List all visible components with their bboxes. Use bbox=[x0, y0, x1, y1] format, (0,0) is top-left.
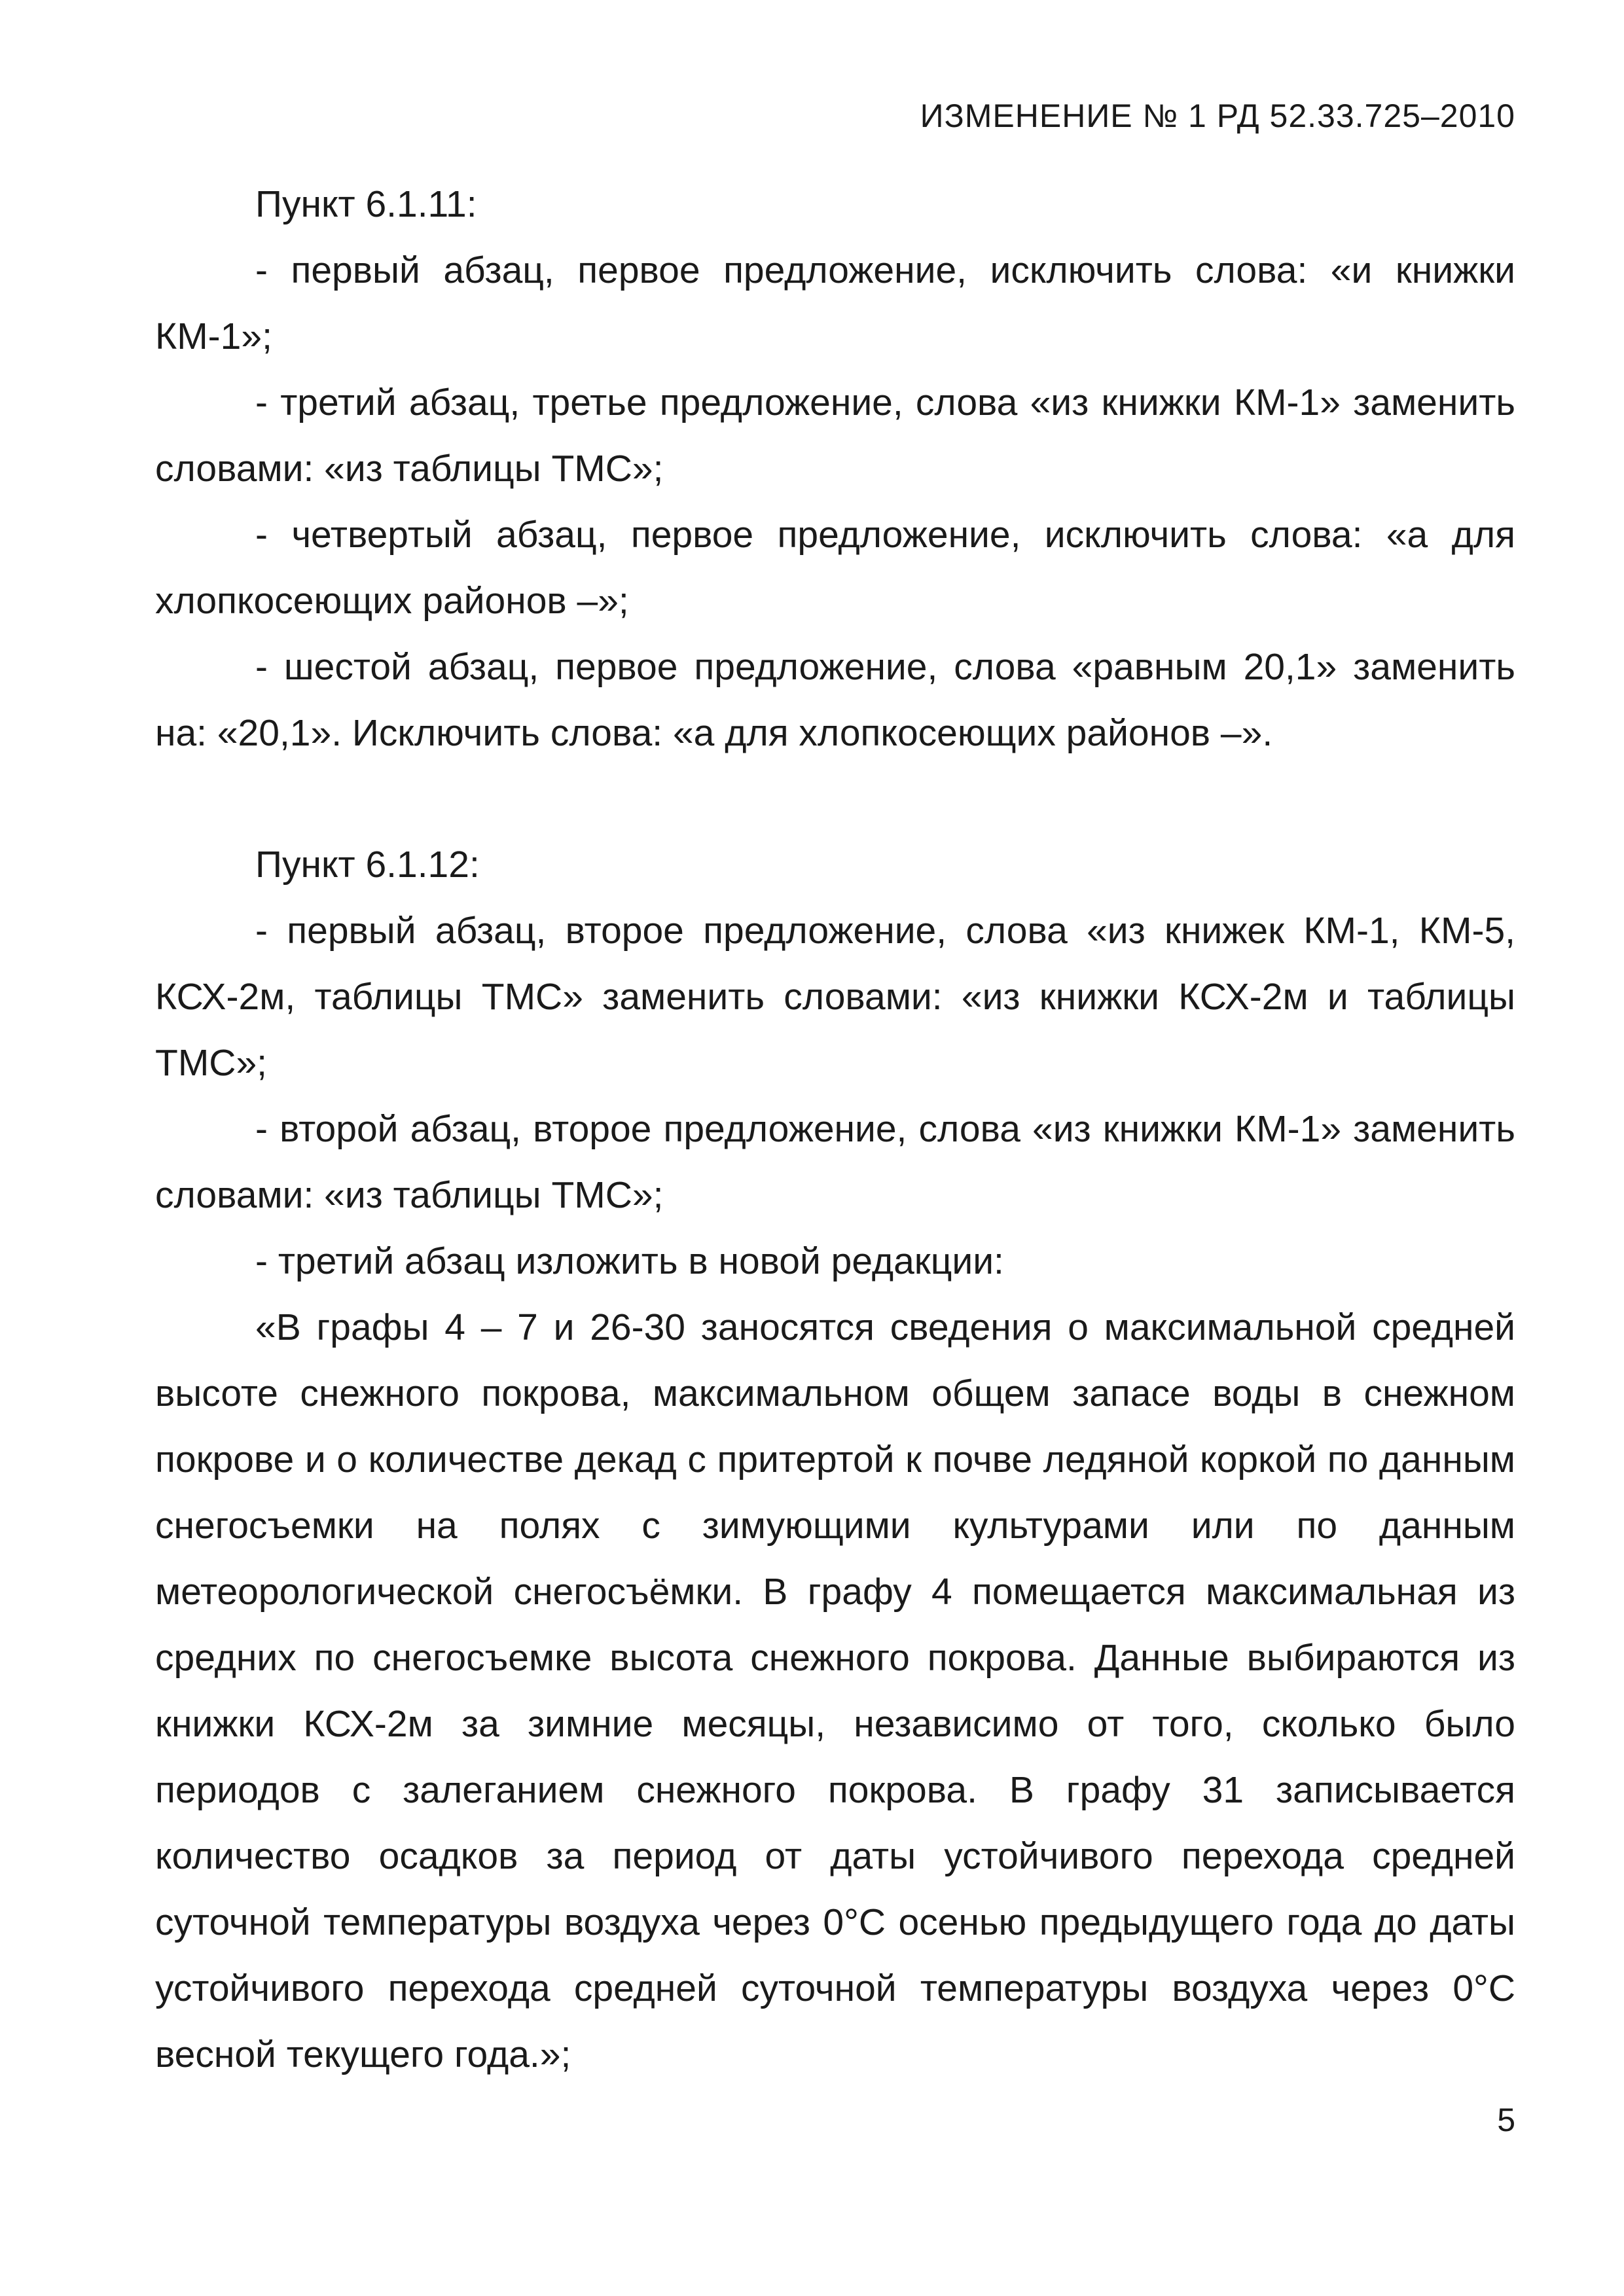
section2-item-3: - третий абзац изложить в новой редакции: bbox=[255, 1240, 1004, 1282]
document-body bbox=[155, 171, 1515, 2088]
page-number: 5 bbox=[1497, 2102, 1515, 2138]
section2-quoted-text: «В графы 4 – 7 и 26-30 заносятся сведения о максимальной средней высоте снежного покрова, максимальном общем запасе воды в снежном покрове и о количестве декад с притертой к почве ледяной коркой по данным снегосъемки на полях с зимующими культурами или по данным метеорологической снегосъёмки. В графу 4 помещается максимальная из средних по снегосъемке высота снежного покрова. Данные выбираются из книжки КСХ-2м за зимние месяцы, независимо от того, сколько было периодов с залеганием снежного покрова. В графу 31 записывается количество осадков за период от даты устойчивого перехода средней суточной температуры воздуха через 0°С осенью предыдущего года до даты устойчивого перехода средней суточной температуры воздуха через 0°С весной текущего года.»; bbox=[155, 1306, 1515, 2075]
section2-item-1: - первый абзац, второе предложение, слова «из книжек КМ-1, КМ-5, КСХ-2м, таблицы ТМС» заменить словами: «из книжки КСХ-2м и таблицы ТМС»; bbox=[155, 910, 1515, 1084]
section2-item-2: - второй абзац, второе предложение, слова «из книжки КМ-1» заменить словами: «из таблицы ТМС»; bbox=[155, 1108, 1515, 1216]
section1-item-1: - первый абзац, первое предложение, исключить слова: «и книжки КМ-1»; bbox=[155, 249, 1515, 357]
section-heading-6-1-12: Пункт 6.1.12: bbox=[255, 844, 480, 886]
document-header: ИЗМЕНЕНИЕ № 1 РД 52.33.725–2010 bbox=[920, 98, 1515, 134]
section1-item-3: - четвертый абзац, первое предложение, исключить слова: «а для хлопкосеющих районов –»; bbox=[155, 514, 1515, 622]
section-spacer bbox=[155, 766, 1515, 832]
section1-item-4: - шестой абзац, первое предложение, слова «равным 20,1» заменить на: «20,1». Исключить слова: «а для хлопкосеющих районов –». bbox=[155, 646, 1515, 754]
section1-item-2: - третий абзац, третье предложение, слова «из книжки КМ-1» заменить словами: «из таблицы ТМС»; bbox=[155, 382, 1515, 490]
section-heading-6-1-11: Пункт 6.1.11: bbox=[255, 183, 477, 225]
